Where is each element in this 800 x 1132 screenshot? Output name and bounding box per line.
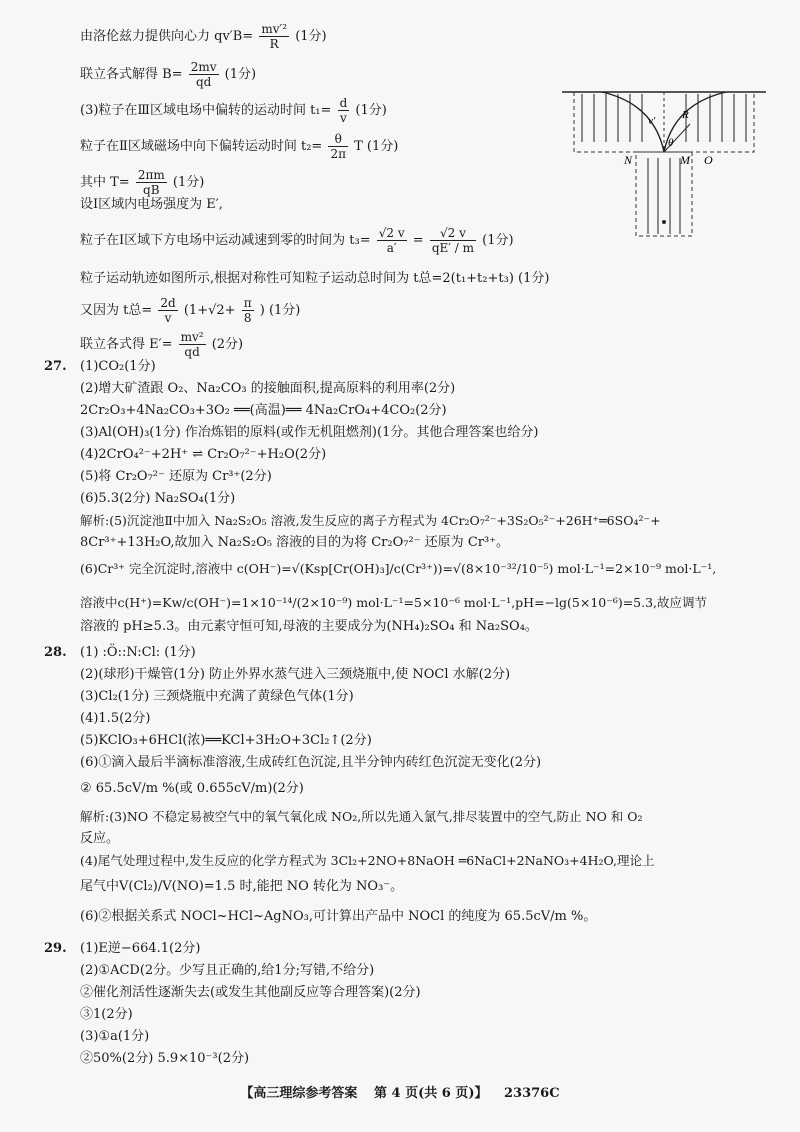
q27-analysis-1: 解析:(5)沉淀池Ⅱ中加入 Na₂S₂O₅ 溶液,发生反应的离子方程式为 4Cr₂O₇²⁻+3S₂O₅²⁻+26H⁺═6SO₄²⁻+ [80,513,661,528]
physics-line-10: 联立各式得 E′= $\frac{\text{mv²}}{qd}$ (2分) [80,330,244,359]
field-arrows-left [582,94,642,142]
q27-line-4: (3)Al(OH)₃(1分) 作冶炼铝的原料(或作无机阻燃剂)(1分。其他合理答案也给分) [80,425,539,440]
q28-line-4: (4)1.5(2分) [80,711,151,726]
q28-analysis-2: 反应。 [80,831,120,846]
q29-line-6: ②50%(2分) 5.9×10⁻³(2分) [80,1051,250,1066]
q29-number: 29. [44,941,67,956]
physics-line-3: (3)粒子在Ⅲ区域电场中偏转的运动时间 t₁= $\frac{d}{v}$ (1分) [80,96,387,125]
footer-code: 23376C [504,1086,560,1101]
q28-line-1: (1) :Ö::N:Cl: (1分) [80,645,196,660]
physics-line-2: 联立各式解得 B= $\frac{2mv}{qd}$ (1分) [80,60,257,89]
field-arrows-right [686,94,746,142]
q27-line-7: (6)5.3(2分) Na₂SO₄(1分) [80,491,236,506]
physics-line-8: 粒子运动轨迹如图所示,根据对称性可知粒子运动总时间为 t总=2(t₁+t₂+t₃) (1分) [80,271,550,286]
q27-line-2: (2)增大矿渣跟 O₂、Na₂CO₃ 的接触面积,提高原料的利用率(2分) [80,381,456,396]
q28-line-2: (2)(球形)干燥管(1分) 防止外界水蒸气进入三颈烧瓶中,使 NOCl 水解(2分) [80,667,511,682]
q27-number: 27. [44,359,67,374]
q27-line-5: (4)2CrO₄²⁻+2H⁺ ⇌ Cr₂O₇²⁻+H₂O(2分) [80,447,327,462]
trajectory-diagram [562,84,766,244]
physics-line-7: 粒子在Ⅰ区域下方电场中运动减速到零的时间为 t₃= $\frac{√2 v}{a'}$ = $\frac{√2 v}{qE' / m}$ (1分) [80,226,514,255]
q28-line-7: ② 65.5cV/m %(或 0.655cV/m)(2分) [80,781,304,796]
q27-line-6: (5)将 Cr₂O₇²⁻ 还原为 Cr³⁺(2分) [80,469,272,484]
q27-line-3: 2Cr₂O₃+4Na₂CO₃+3O₂ ══(高温)══ 4Na₂CrO₄+4CO₂(2分) [80,403,447,418]
q27-line-1: (1)CO₂(1分) [80,359,156,374]
q28-line-3: (3)Cl₂(1分) 三颈烧瓶中充满了黄绿色气体(1分) [80,689,354,704]
page-footer [0,1082,800,1101]
physics-line-9: 又因为 t总= $\frac{2d}{v}$ (1+√2+ $\frac{\pi}{8}$ ) (1分) [80,296,301,325]
q29-line-5: (3)①a(1分) [80,1029,150,1044]
particle-start [662,220,666,224]
physics-line-1: 由洛伦兹力提供向心力 qv′B= $\frac{\text{mv′²}}{R}$ (1分) [80,22,327,51]
q28-analysis-3: (4)尾气处理过程中,发生反应的化学方程式为 3Cl₂+2NO+8NaOH ═6NaCl+2NaNO₃+4H₂O,理论上 [80,853,655,868]
q27-analysis-5: 溶液的 pH≥5.3。由元素守恒可知,母液的主要成分为(NH₄)₂SO₄ 和 Na₂SO₄。 [80,619,538,634]
label-R: R [682,109,689,121]
q28-line-6: (6)①滴入最后半滴标准溶液,生成砖红色沉淀,且半分钟内砖红色沉淀无变化(2分) [80,755,542,770]
footer-title: 【高三理综参考答案 [240,1086,358,1101]
footer-page: 第 4 页(共 6 页)】 [373,1086,488,1101]
q29-line-2: (2)①ACD(2分。少写且正确的,给1分;写错,不给分) [80,963,375,978]
label-v-prime: v′ [648,115,656,127]
physics-line-4: 粒子在Ⅱ区域磁场中向下偏转运动时间 t₂= $\frac{\theta}{2\pi}$ T (1分) [80,132,399,161]
q28-analysis-5: (6)②根据关系式 NOCl~HCl~AgNO₃,可计算出产品中 NOCl 的纯度为 65.5cV/m %。 [80,909,597,924]
q29-line-4: ③1(2分) [80,1007,133,1022]
label-O: O [704,153,713,167]
label-N: N [624,153,633,167]
label-theta: θ [668,137,674,149]
q27-analysis-4: 溶液中c(H⁺)=Kw/c(OH⁻)=1×10⁻¹⁴/(2×10⁻⁹) mol·L⁻¹=5×10⁻⁶ mol·L⁻¹,pH=−lg(5×10⁻⁶)=5.3,故应调节 [80,595,708,610]
q28-line-5: (5)KClO₃+6HCl(浓)══KCl+3H₂O+3Cl₂↑(2分) [80,733,372,748]
label-M: M [680,153,690,167]
q28-analysis-1: 解析:(3)NO 不稳定易被空气中的氧气氧化成 NO₂,所以先通入氯气,排尽装置中的空气,防止 NO 和 O₂ [80,809,643,824]
q29-line-1: (1)E逆−664.1(2分) [80,941,201,956]
physics-line-5: 其中 T= $\frac{2\pi m}{qB}$ (1分) [80,168,205,197]
q27-analysis-2: 8Cr³⁺+13H₂O,故加入 Na₂S₂O₅ 溶液的目的为将 Cr₂O₇²⁻ 还原为 Cr³⁺。 [80,535,510,550]
q29-line-3: ②催化剂活性逐渐失去(或发生其他副反应等合理答案)(2分) [80,985,421,1000]
q27-analysis-3: (6)Cr³⁺ 完全沉淀时,溶液中 c(OH⁻)=√(Ksp[Cr(OH)₃]/c(Cr³⁺))=√(8×10⁻³²/10⁻⁵) mol·L⁻¹=2×10⁻⁹ mol·L⁻¹, [80,561,717,576]
q28-analysis-4: 尾气中V(Cl₂)/V(NO)=1.5 时,能把 NO 转化为 NO₃⁻。 [80,879,404,894]
q28-number: 28. [44,645,67,660]
physics-line-6: 设Ⅰ区域内电场强度为 E′, [80,197,223,212]
